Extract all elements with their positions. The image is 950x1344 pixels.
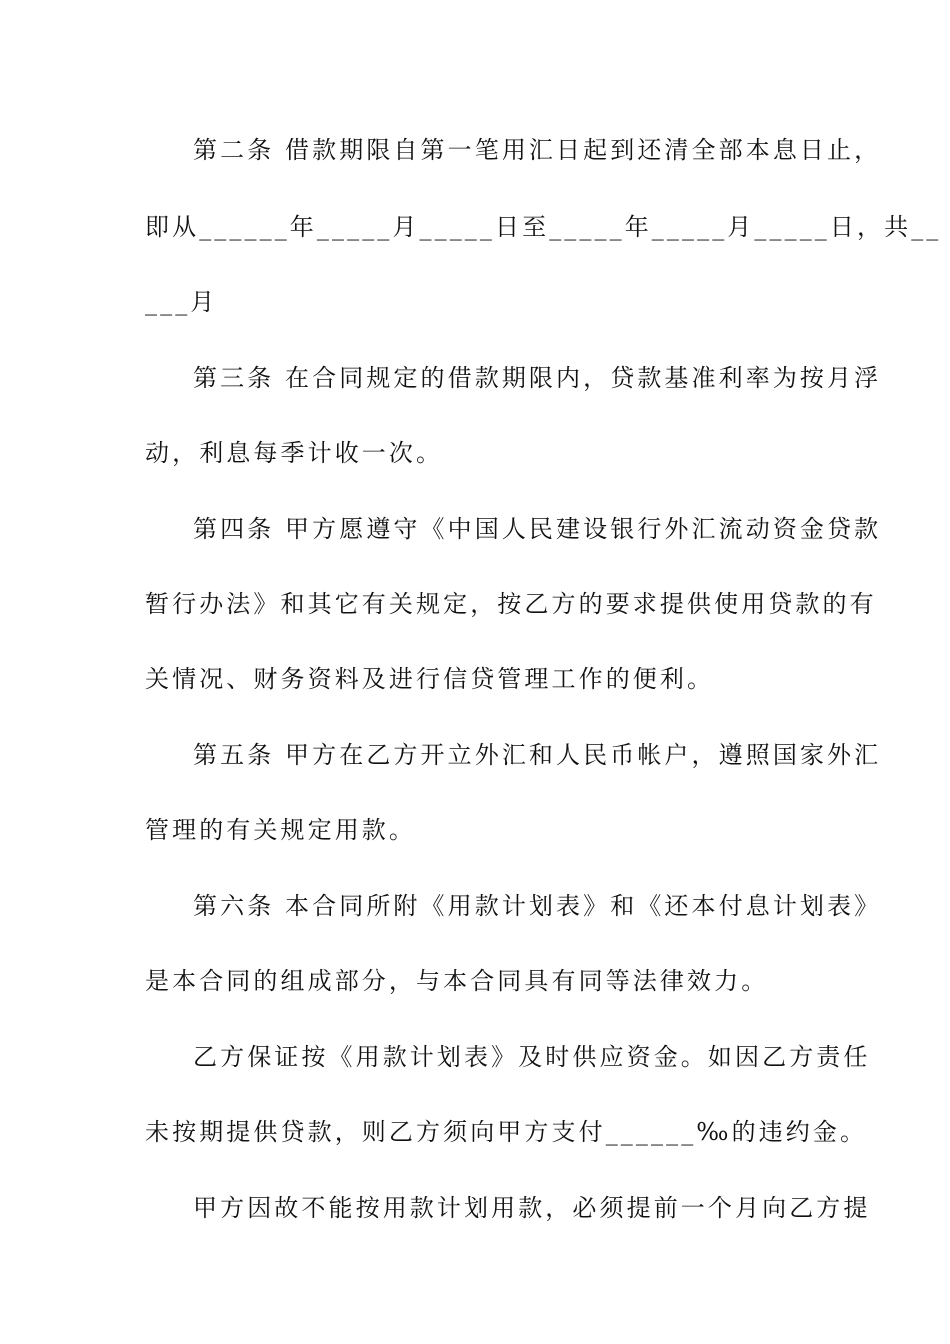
article-6-line-2: 是本合同的组成部分，与本合同具有同等法律效力。 [145,967,769,995]
clause-b-line-2: 未按期提供贷款，则乙方须向甲方支付______‰的违约金。 [145,1118,868,1146]
article-2-line-2: 即从______年_____月_____日至_____年_____月_____日，共__ [145,213,942,241]
article-2-line-3: ___月 [145,288,218,316]
article-3-line-2: 动，利息每季计收一次。 [145,439,444,467]
article-5-line-2: 管理的有关规定用款。 [145,816,416,844]
article-4-line-3: 关情况、财务资料及进行信贷管理工作的便利。 [145,665,715,693]
article-5-line-1: 第五条 甲方在乙方开立外汇和人民币帐户，遵照国家外汇 [193,741,882,769]
clause-a-line-1: 甲方因故不能按用款计划用款，必须提前一个月向乙方提 [193,1194,871,1222]
article-4-line-2: 暂行办法》和其它有关规定，按乙方的要求提供使用贷款的有 [145,590,877,618]
article-6-line-1: 第六条 本合同所附《用款计划表》和《还本付息计划表》 [193,892,882,920]
clause-b-line-1: 乙方保证按《用款计划表》及时供应资金。如因乙方责任 [193,1043,871,1071]
article-4-line-1: 第四条 甲方愿遵守《中国人民建设银行外汇流动资金贷款 [193,515,882,543]
article-2-line-1: 第二条 借款期限自第一笔用汇日起到还清全部本息日止， [193,136,882,164]
article-3-line-1: 第三条 在合同规定的借款期限内，贷款基准利率为按月浮 [193,364,882,392]
